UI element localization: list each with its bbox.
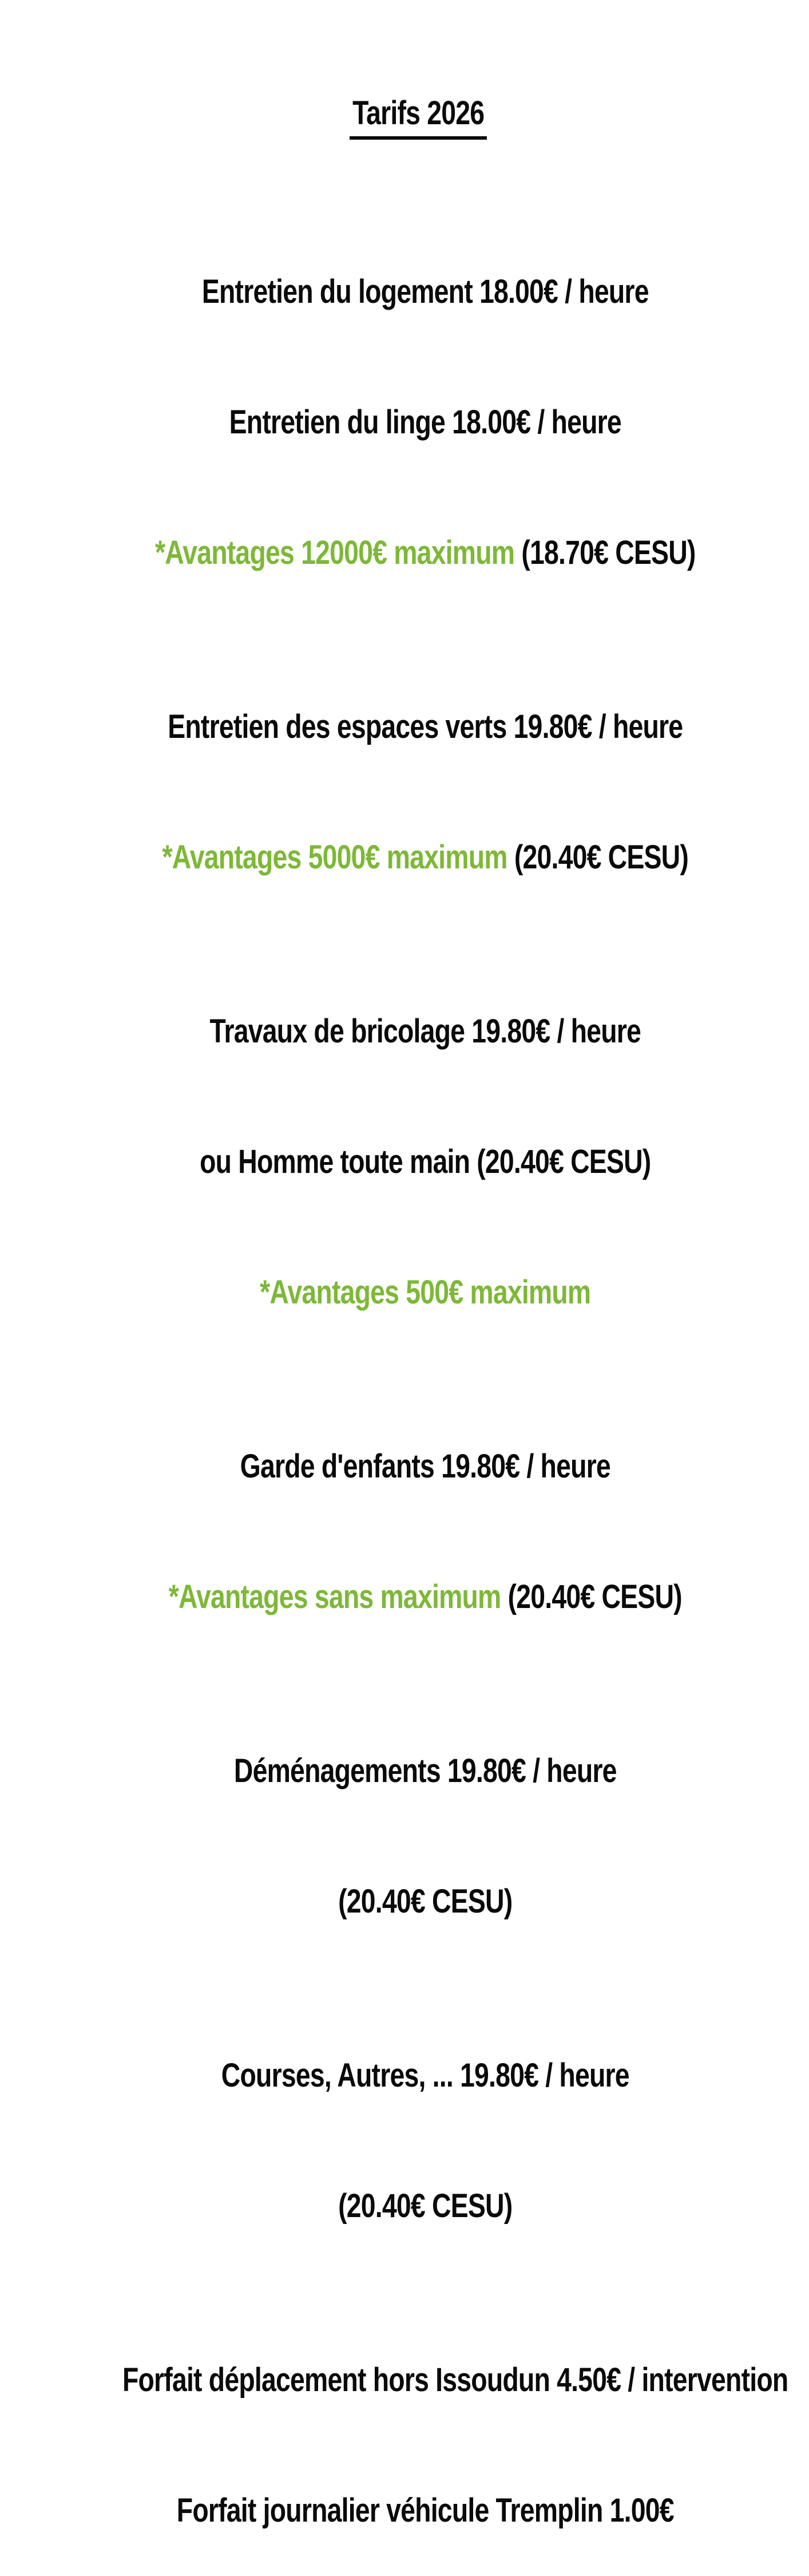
spacer	[0, 618, 809, 662]
tariff-line	[81, 792, 728, 923]
avantages-highlight: *Avantages sans maximum	[168, 1578, 501, 1615]
tariff-line	[81, 2445, 728, 2576]
tariff-text: Entretien du logement 18.00€ / heure	[201, 273, 649, 310]
tariff-line	[81, 2141, 728, 2271]
cesu-price: (20.40€ CESU)	[501, 1578, 682, 1615]
cesu-price: (20.40€ CESU)	[338, 2187, 513, 2225]
cesu-price: (20.40€ CESU)	[507, 839, 689, 876]
section-espaces-verts	[0, 662, 809, 923]
cesu-price: (20.40€ CESU)	[338, 1883, 513, 1920]
tariff-line	[81, 1097, 728, 1227]
section-garde-enfants	[0, 1401, 809, 1662]
section-courses-autres	[0, 2010, 809, 2271]
tariff-text: Entretien du linge 18.00€ / heure	[229, 404, 621, 441]
tariff-line	[81, 2315, 788, 2445]
tariff-text: Garde d'enfants 19.80€ / heure	[240, 1448, 610, 1485]
avantages-highlight: *Avantages 5000€ maximum	[162, 839, 507, 876]
spacer	[0, 1967, 809, 2010]
section-bricolage	[0, 966, 809, 1358]
tariff-line	[81, 1532, 728, 1662]
spacer	[0, 1662, 809, 1706]
tariff-text: Déménagements 19.80€ / heure	[233, 1752, 617, 1789]
tariff-line	[81, 1227, 728, 1358]
tariff-line	[81, 1401, 728, 1532]
tariff-line	[81, 357, 728, 488]
tariff-line	[81, 1706, 728, 1836]
section-demenagements	[0, 1706, 809, 1967]
tariff-text: ou Homme toute main (20.40€ CESU)	[200, 1143, 651, 1180]
avantages-highlight: *Avantages 500€ maximum	[260, 1274, 591, 1311]
section-entretien-logement-linge	[0, 227, 809, 618]
tariff-line	[81, 1836, 728, 1967]
tariff-text: Courses, Autres, ... 19.80€ / heure	[221, 2057, 629, 2094]
tariff-line	[81, 227, 728, 357]
page-title-text: Tarifs 2026	[350, 92, 487, 140]
tariff-text: Forfait déplacement hors Issoudun 4.50€ / intervention	[122, 2361, 788, 2399]
tariff-text: Forfait journalier véhicule Tremplin 1.00€	[176, 2492, 674, 2529]
page-title	[81, 48, 728, 183]
cesu-price: (18.70€ CESU)	[514, 534, 696, 571]
tariff-line	[81, 2010, 728, 2141]
spacer	[0, 1358, 809, 1401]
tariff-line	[81, 488, 728, 618]
tariff-text: Travaux de bricolage 19.80€ / heure	[209, 1013, 641, 1050]
spacer	[0, 183, 809, 227]
tariff-line	[81, 966, 728, 1097]
avantages-highlight: *Avantages 12000€ maximum	[154, 534, 515, 571]
spacer	[0, 923, 809, 966]
tariff-text: Entretien des espaces verts 19.80€ / heure	[168, 708, 683, 745]
spacer	[0, 2271, 809, 2315]
tariff-line	[81, 662, 728, 792]
section-forfaits	[0, 2315, 809, 2576]
